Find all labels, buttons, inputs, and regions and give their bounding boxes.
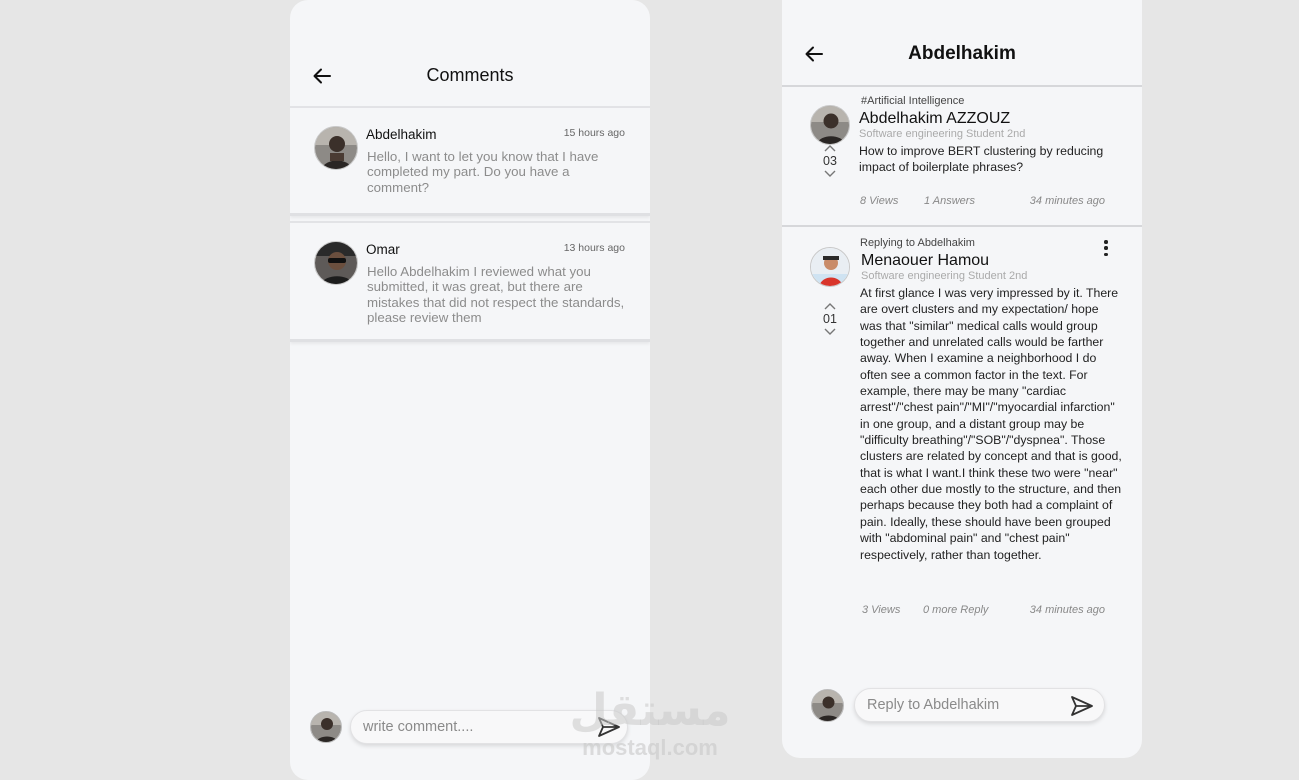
vote-count: 03 xyxy=(823,154,837,168)
more-replies-link[interactable]: 0 more Reply xyxy=(923,604,989,616)
comment-item xyxy=(290,108,650,216)
views-count: 3 Views xyxy=(862,604,901,616)
post-time: 34 minutes ago xyxy=(1029,604,1105,616)
current-user-avatar xyxy=(811,689,844,722)
vote-control xyxy=(815,145,845,177)
thread-screen xyxy=(782,0,1142,758)
chevron-up-icon[interactable] xyxy=(824,303,836,310)
page-title: Comments xyxy=(426,65,514,85)
author-role: Software engineering Student 2nd xyxy=(859,128,1026,140)
watermark-latin: mostaql.com xyxy=(582,735,718,760)
post-time: 34 minutes ago xyxy=(1029,195,1105,207)
comment-author: Omar xyxy=(366,242,400,257)
comment-time: 15 hours ago xyxy=(563,127,625,139)
more-vertical-icon-dot xyxy=(1104,246,1108,250)
avatar[interactable] xyxy=(314,126,358,170)
replying-to-label: Replying to Abdelhakim xyxy=(860,237,975,249)
chevron-down-icon[interactable] xyxy=(824,328,836,335)
views-count: 8 Views xyxy=(860,195,899,207)
reply-text: At first glance I was very impressed by it. There are overt clusters and my expectation/ hope was that "similar" medical calls would group together and unrelated calls would be farther away. When I examine a neighborhood I do often see a common factor in the text. For example, there may be many "cardiac arrest"/"chest pain"/"MI"/"myocardial infarction" in one group, and a distant group may be "difficulty breathing"/"SOB"/"dyspnea". Those clusters are related by concept and that is good, that is what I want.I think these two were "near" each other due mostly to the structure, and then perhaps because they both had a complaint of pain. Ideally, these should have been grouped with "abdominal pain" and "chest pain" respectively, rather than together. xyxy=(860,286,1122,562)
answers-count[interactable]: 1 Answers xyxy=(924,195,975,207)
more-vertical-icon xyxy=(1104,240,1108,244)
vote-count: 01 xyxy=(823,312,837,326)
comments-screen xyxy=(290,0,650,780)
avatar[interactable] xyxy=(314,241,358,285)
send-button[interactable] xyxy=(1068,692,1096,720)
topic-tag[interactable]: #Artificial Intelligence xyxy=(861,95,965,107)
comment-text: Hello, I want to let you know that I have completed my part. Do you have a comment? xyxy=(367,149,599,195)
send-icon xyxy=(1070,695,1094,717)
reply-post xyxy=(782,229,1142,629)
send-button[interactable] xyxy=(595,713,623,741)
question-post xyxy=(782,87,1142,227)
comment-input[interactable] xyxy=(350,710,628,744)
question-text: How to improve BERT clustering by reducing impact of boilerplate phrases? xyxy=(859,144,1104,175)
comment-time: 13 hours ago xyxy=(563,242,625,254)
avatar[interactable] xyxy=(810,247,850,287)
vote-control xyxy=(815,303,845,335)
comment-author: Abdelhakim xyxy=(366,127,437,142)
chevron-down-icon[interactable] xyxy=(824,170,836,177)
more-vertical-icon-dot xyxy=(1104,253,1108,257)
avatar[interactable] xyxy=(810,105,850,145)
comment-text: Hello Abdelhakim I reviewed what you submitted, it was great, but there are mistakes that did not respect the standards, please review them xyxy=(367,264,625,326)
chevron-up-icon[interactable] xyxy=(824,145,836,152)
comment-item xyxy=(290,221,650,342)
send-icon xyxy=(597,716,621,738)
post-author[interactable]: Menaouer Hamou xyxy=(861,252,990,269)
post-author[interactable]: Abdelhakim AZZOUZ xyxy=(859,110,1011,127)
page-title: Abdelhakim xyxy=(908,43,1016,64)
more-options-button[interactable] xyxy=(1100,239,1112,257)
current-user-avatar xyxy=(310,711,342,743)
author-role: Software engineering Student 2nd xyxy=(861,270,1028,282)
watermark-arabic: مستقل xyxy=(569,686,731,735)
